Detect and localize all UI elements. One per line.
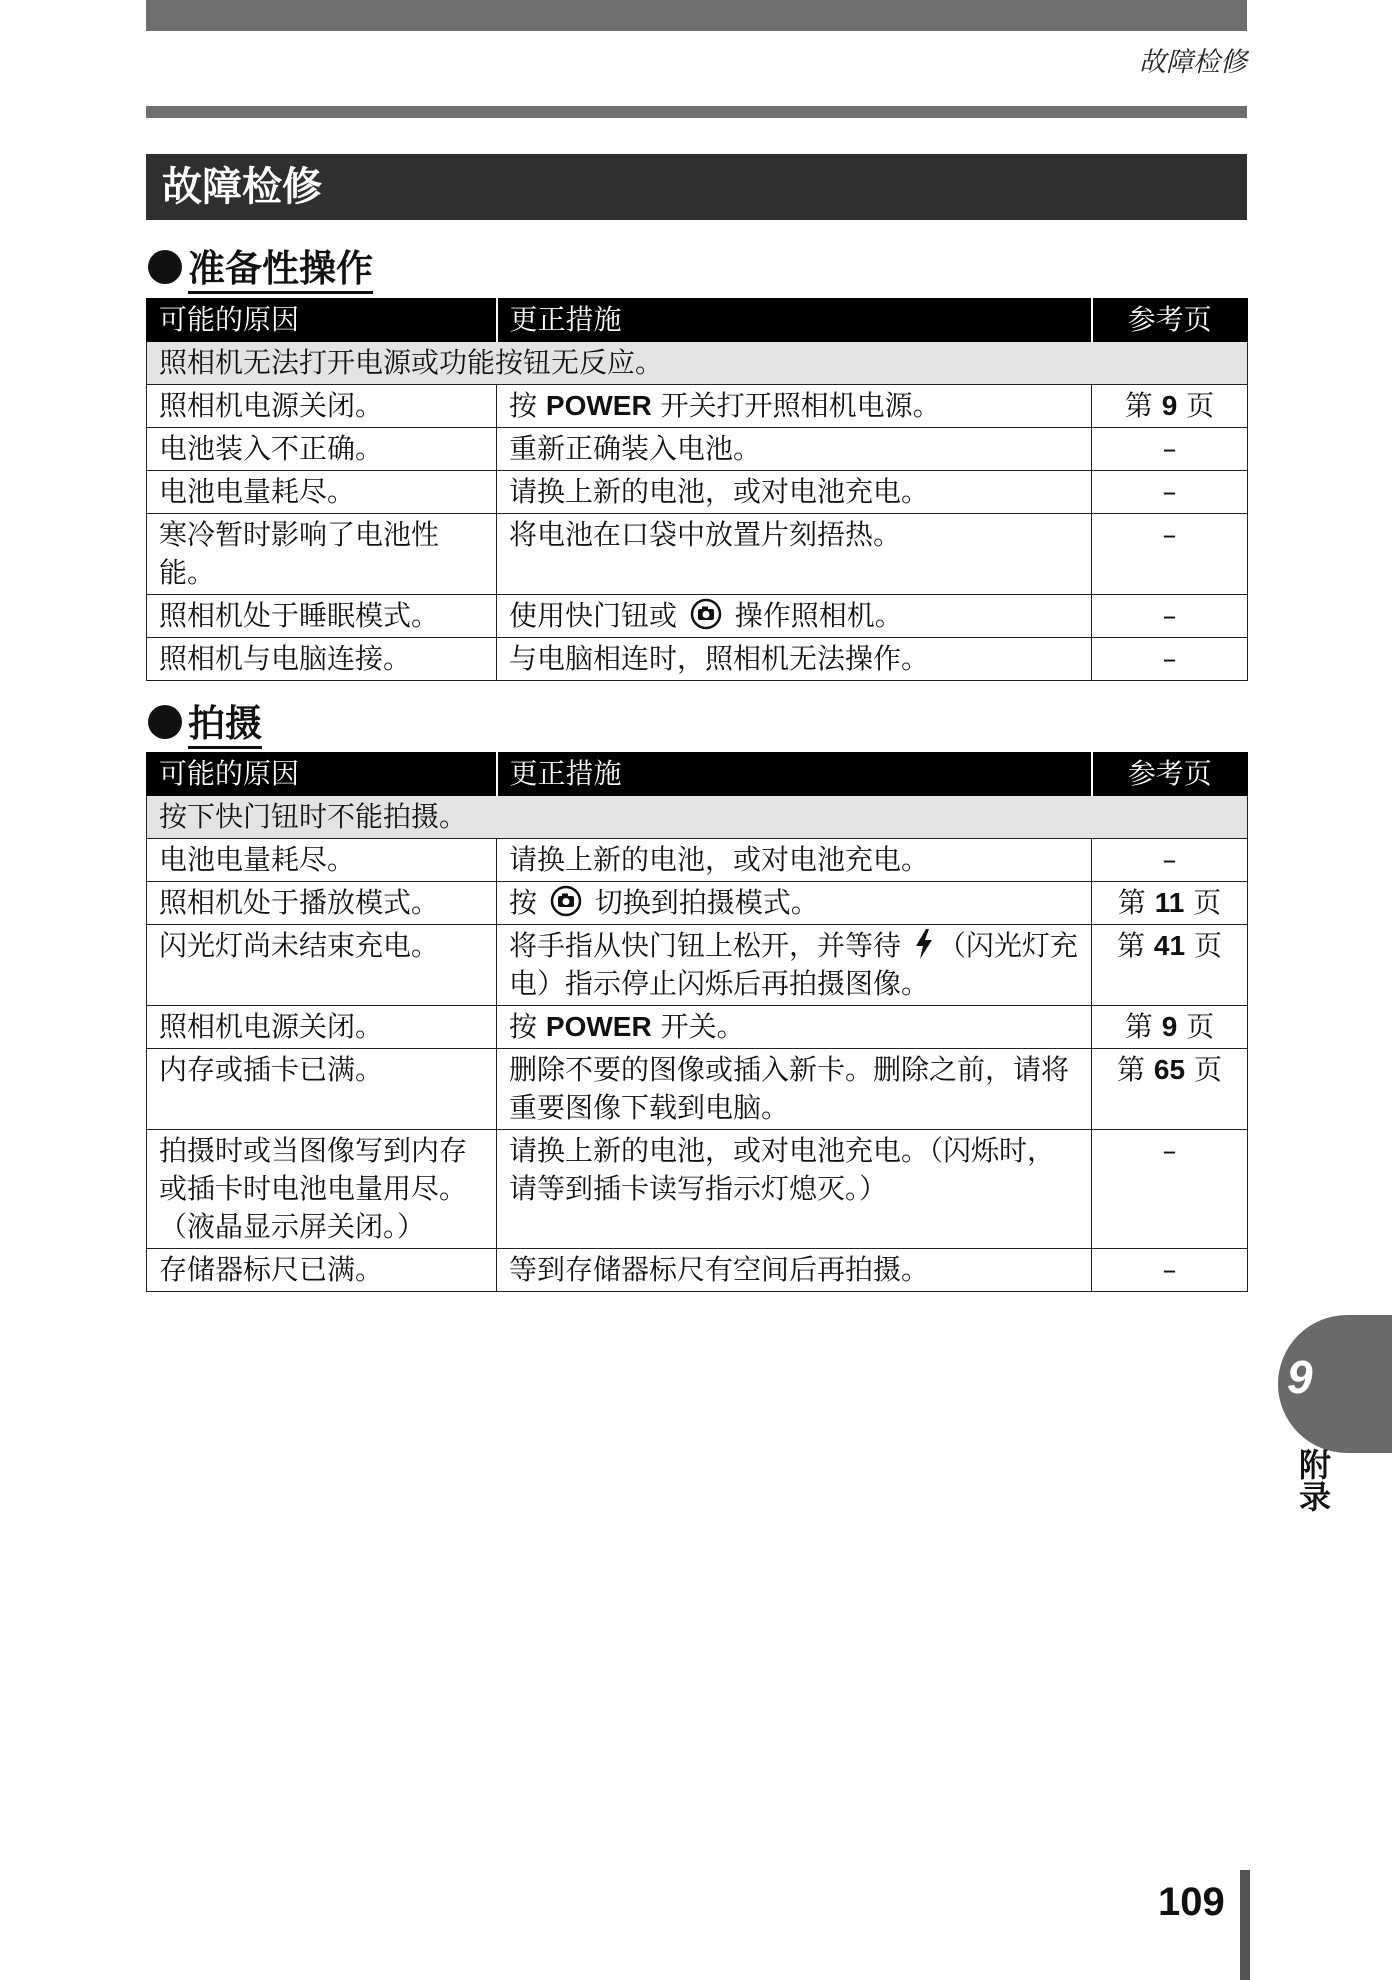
cause-cell: 照相机与电脑连接。 — [147, 638, 497, 681]
table-row — [147, 428, 1248, 471]
col-fix-header: 更正措施 — [497, 299, 1092, 342]
fix-cell: 将电池在口袋中放置片刻捂热。 — [497, 514, 1092, 595]
cause-cell: 照相机电源关闭。 — [147, 1006, 497, 1049]
cause-cell: 照相机处于播放模式。 — [147, 882, 497, 925]
table-row — [147, 595, 1248, 638]
category-text: 照相机无法打开电源或功能按钮无反应。 — [147, 342, 1248, 385]
category-row — [147, 342, 1248, 385]
ref-cell: – — [1092, 595, 1248, 638]
col-fix-header: 更正措施 — [497, 753, 1092, 796]
fix-cell: 等到存储器标尺有空间后再拍摄。 — [497, 1249, 1092, 1292]
header-rule — [146, 106, 1247, 118]
ref-cell: – — [1092, 471, 1248, 514]
category-text: 按下快门钮时不能拍摄。 — [147, 796, 1248, 839]
prep-table — [146, 298, 1248, 681]
bullet-icon — [148, 250, 182, 284]
table-row — [147, 1130, 1248, 1249]
top-decor-bar — [146, 0, 1247, 31]
col-cause-header: 可能的原因 — [147, 299, 497, 342]
fix-cell: 重新正确装入电池。 — [497, 428, 1092, 471]
chapter-label: 附录 — [1294, 1448, 1332, 1512]
fix-cell: 请换上新的电池，或对电池充电。（闪烁时，请等到插卡读写指示灯熄灭。） — [497, 1130, 1092, 1249]
col-ref-header: 参考页 — [1092, 299, 1248, 342]
table-row — [147, 471, 1248, 514]
fix-cell: 按 POWER 开关打开照相机电源。 — [497, 385, 1092, 428]
table-row — [147, 1249, 1248, 1292]
cause-cell: 电池电量耗尽。 — [147, 839, 497, 882]
flash-icon — [913, 928, 935, 960]
table-header-row — [147, 753, 1248, 796]
ref-cell: – — [1092, 1130, 1248, 1249]
chapter-number: 9 — [1287, 1351, 1313, 1403]
col-ref-header: 参考页 — [1092, 753, 1248, 796]
running-header: 故障检修 — [1139, 47, 1247, 78]
table-row — [147, 839, 1248, 882]
cause-cell: 照相机处于睡眠模式。 — [147, 595, 497, 638]
cause-cell: 内存或插卡已满。 — [147, 1049, 497, 1130]
cause-cell: 闪光灯尚未结束充电。 — [147, 925, 497, 1006]
cause-cell: 寒冷暂时影响了电池性能。 — [147, 514, 497, 595]
table-row — [147, 1049, 1248, 1130]
fix-cell: 使用快门钮或 操作照相机。 — [497, 595, 1092, 638]
ref-cell: – — [1092, 428, 1248, 471]
camera-mode-icon — [550, 885, 582, 917]
ref-cell: – — [1092, 839, 1248, 882]
ref-cell: 第 9 页 — [1092, 385, 1248, 428]
shoot-table — [146, 752, 1248, 1292]
ref-cell: 第 41 页 — [1092, 925, 1248, 1006]
table-row — [147, 882, 1248, 925]
table-row — [147, 1006, 1248, 1049]
ref-cell: 第 11 页 — [1092, 882, 1248, 925]
fix-cell: 与电脑相连时，照相机无法操作。 — [497, 638, 1092, 681]
table-row — [147, 925, 1248, 1006]
page-number: 109 — [1158, 1880, 1225, 1924]
table-header-row — [147, 299, 1248, 342]
table-row — [147, 385, 1248, 428]
section-heading-prep: 准备性操作 — [148, 238, 373, 292]
page-edge-bar — [1240, 1870, 1250, 1980]
cause-cell: 存储器标尺已满。 — [147, 1249, 497, 1292]
ref-cell: 第 65 页 — [1092, 1049, 1248, 1130]
fix-cell: 按 切换到拍摄模式。 — [497, 882, 1092, 925]
fix-cell: 按 POWER 开关。 — [497, 1006, 1092, 1049]
fix-cell: 请换上新的电池，或对电池充电。 — [497, 471, 1092, 514]
category-row — [147, 796, 1248, 839]
cause-cell: 照相机电源关闭。 — [147, 385, 497, 428]
cause-cell: 电池电量耗尽。 — [147, 471, 497, 514]
cause-cell: 拍摄时或当图像写到内存或插卡时电池电量用尽。（液晶显示屏关闭。） — [147, 1130, 497, 1249]
ref-cell: 第 9 页 — [1092, 1006, 1248, 1049]
section-heading-shoot: 拍摄 — [148, 693, 262, 747]
col-cause-header: 可能的原因 — [147, 753, 497, 796]
camera-mode-icon — [690, 598, 722, 630]
cause-cell: 电池装入不正确。 — [147, 428, 497, 471]
bullet-icon — [148, 705, 182, 739]
page-title: 故障检修 — [146, 154, 1247, 220]
ref-cell: – — [1092, 638, 1248, 681]
fix-cell: 请换上新的电池，或对电池充电。 — [497, 839, 1092, 882]
ref-cell: – — [1092, 514, 1248, 595]
table-row — [147, 514, 1248, 595]
ref-cell: – — [1092, 1249, 1248, 1292]
table-row — [147, 638, 1248, 681]
fix-cell: 删除不要的图像或插入新卡。删除之前，请将重要图像下载到电脑。 — [497, 1049, 1092, 1130]
fix-cell: 将手指从快门钮上松开，并等待 （闪光灯充电）指示停止闪烁后再拍摄图像。 — [497, 925, 1092, 1006]
